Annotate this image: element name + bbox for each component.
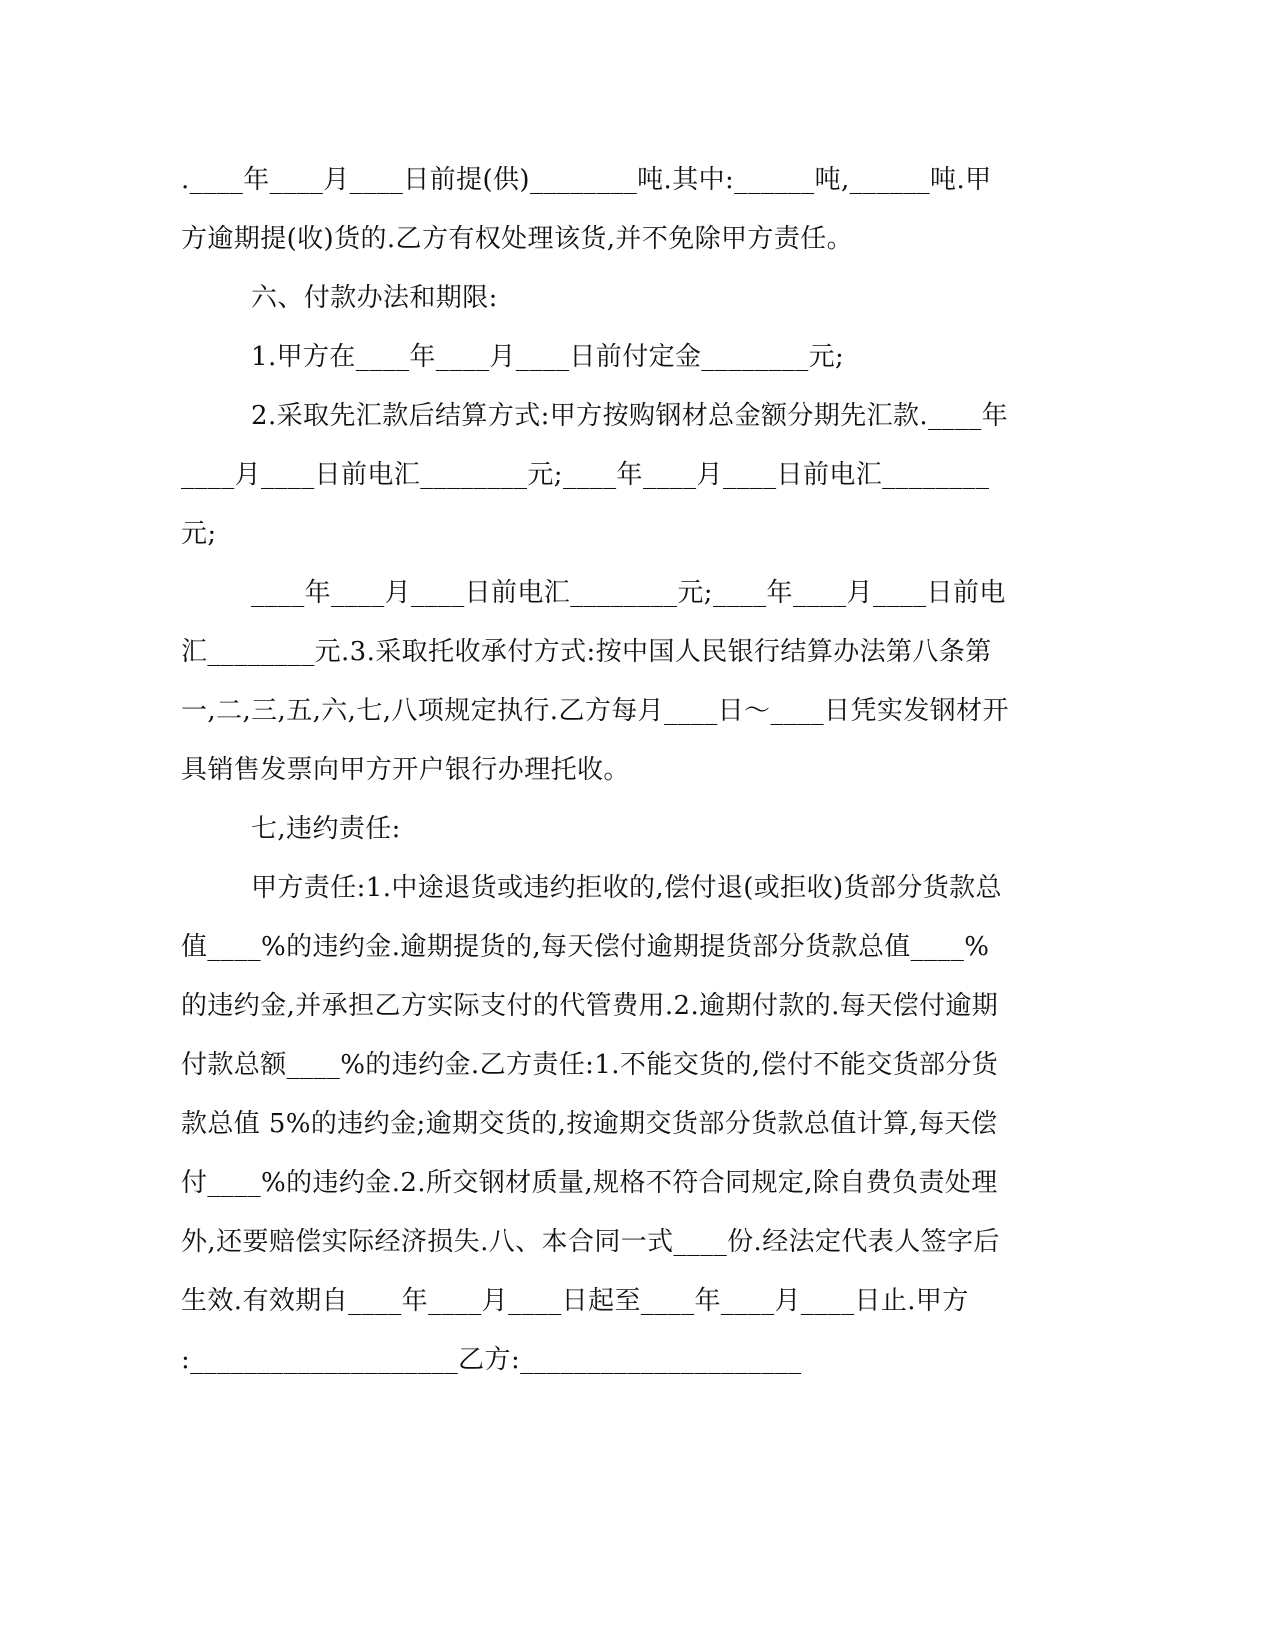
signature-line: :____________________乙方:_____________________ — [181, 1345, 802, 1375]
text-line: 1.甲方在____年____月____日前付定金________元; — [251, 342, 845, 372]
text-line: ____年____月____日前电汇________元;____年____月____日前电 — [251, 578, 1006, 608]
text-line: 的违约金,并承担乙方实际支付的代管费用.2.逾期付款的.每天偿付逾期 — [181, 991, 999, 1021]
text-line: 款总值 5%的违约金;逾期交货的,按逾期交货部分货款总值计算,每天偿 — [181, 1109, 998, 1139]
section-heading-liability: 七,违约责任: — [251, 814, 401, 844]
section-heading-payment: 六、付款办法和期限: — [251, 283, 498, 313]
text-line: 2.采取先汇款后结算方式:甲方按购钢材总金额分期先汇款.____年 — [251, 401, 1009, 431]
text-line: 具销售发票向甲方开户银行办理托收。 — [181, 755, 630, 785]
text-line: 甲方责任:1.中途退货或违约拒收的,偿付退(或拒收)货部分货款总 — [251, 873, 1002, 903]
text-line: 一,二,三,五,六,七,八项规定执行.乙方每月____日～____日凭实发钢材开 — [181, 696, 1009, 726]
text-line: ____月____日前电汇________元;____年____月____日前电汇________ — [181, 460, 990, 490]
text-line: 元; — [181, 519, 217, 549]
text-line: 生效.有效期自____年____月____日起至____年____月____日止.甲方 — [181, 1286, 969, 1316]
text-line: 付____%的违约金.2.所交钢材质量,规格不符合同规定,除自费负责处理 — [181, 1168, 998, 1198]
text-line: 汇________元.3.采取托收承付方式:按中国人民银行结算办法第八条第 — [181, 637, 992, 667]
text-line: 外,还要赔偿实际经济损失.八、本合同一式____份.经法定代表人签字后 — [181, 1227, 1000, 1257]
text-line: 付款总额____%的违约金.乙方责任:1.不能交货的,偿付不能交货部分货 — [181, 1050, 999, 1080]
text-line: .____年____月____日前提(供)________吨.其中:______吨,______吨.甲 — [181, 165, 992, 195]
text-line: 值____%的违约金.逾期提货的,每天偿付逾期提货部分货款总值____% — [181, 932, 990, 962]
text-line: 方逾期提(收)货的.乙方有权处理该货,并不免除甲方责任。 — [181, 224, 854, 254]
